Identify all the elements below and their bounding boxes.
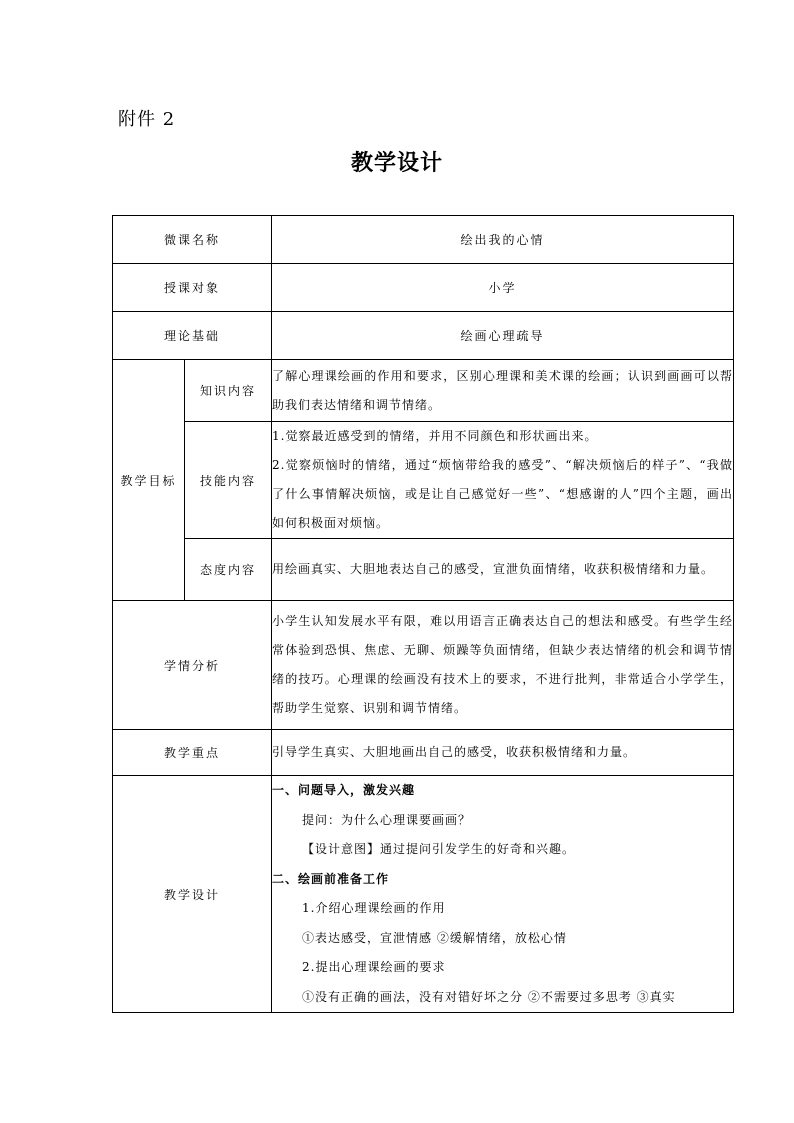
focus-text: 引导学生真实、大胆地画出自己的感受，收获积极情绪和力量。	[272, 730, 734, 776]
design-line-6: ①表达感受，宣泄情感 ②缓解情绪，放松心情	[302, 930, 567, 945]
analysis-text: 小学生认知发展水平有限，难以用语言正确表达自己的想法和感受。有些学生经常体验到恐惧、焦虑、无聊、烦躁等负面情绪，但缺少表达情绪的机会和调节情绪的技巧。心理课的绘画没有技术上的要求，不进行批判，非常适合小学学生，帮助学生觉察、识别和调节情绪。	[272, 601, 734, 730]
row-knowledge	[113, 360, 734, 422]
design-line-7: 2.提出心理课绘画的要求	[302, 960, 446, 974]
skill-line-2: 2.觉察烦恼时的情绪，通过“烦恼带给我的感受”、“解决烦恼后的样子”、“我做了什么事情解决烦恼，或是让自己感觉好一些”、“想感谢的人”四个主题，画出如何积极面对烦恼。	[272, 458, 734, 530]
knowledge-label: 知识内容	[185, 360, 272, 422]
focus-label: 教学重点	[113, 730, 272, 776]
row-attitude	[113, 539, 734, 601]
objectives-label: 教学目标	[113, 360, 185, 601]
audience-label: 授课对象	[113, 264, 272, 312]
attitude-label: 态度内容	[185, 539, 272, 601]
skill-label: 技能内容	[185, 422, 272, 539]
row-analysis	[113, 601, 734, 730]
row-design	[113, 776, 734, 1013]
teaching-design-table	[112, 215, 734, 1013]
design-line-5: 1.介绍心理课绘画的作用	[302, 901, 446, 915]
course-name-label: 微课名称	[113, 216, 272, 264]
design-heading-2: 二、绘画前准备工作	[272, 871, 390, 886]
attachment-label: 附件 2	[118, 109, 176, 130]
skill-line-1: 1.觉察最近感受到的情绪，并用不同颜色和形状画出来。	[272, 429, 598, 443]
row-theory	[113, 312, 734, 360]
theory-label: 理论基础	[113, 312, 272, 360]
skill-text	[272, 422, 734, 539]
row-course-name	[113, 216, 734, 264]
course-name-value: 绘出我的心情	[272, 216, 734, 264]
design-line-3: 【设计意图】通过提问引发学生的好奇和兴趣。	[302, 842, 576, 856]
row-focus	[113, 730, 734, 776]
knowledge-text: 了解心理课绘画的作用和要求，区别心理课和美术课的绘画；认识到画画可以帮助我们表达情绪和调节情绪。	[272, 360, 734, 422]
audience-value: 小学	[272, 264, 734, 312]
design-heading-1: 一、问题导入，激发兴趣	[272, 783, 416, 797]
row-audience	[113, 264, 734, 312]
design-line-2: 提问：为什么心理课要画画？	[302, 812, 472, 827]
design-label: 教学设计	[113, 776, 272, 1013]
row-skill	[113, 422, 734, 539]
analysis-label: 学情分析	[113, 601, 272, 730]
attitude-text: 用绘画真实、大胆地表达自己的感受，宣泄负面情绪，收获积极情绪和力量。	[272, 539, 734, 601]
theory-value: 绘画心理疏导	[272, 312, 734, 360]
design-content	[272, 776, 734, 1013]
page-title: 教学设计	[350, 151, 443, 176]
design-line-8: ①没有正确的画法，没有对错好坏之分 ②不需要过多思考 ③真实	[302, 989, 676, 1004]
